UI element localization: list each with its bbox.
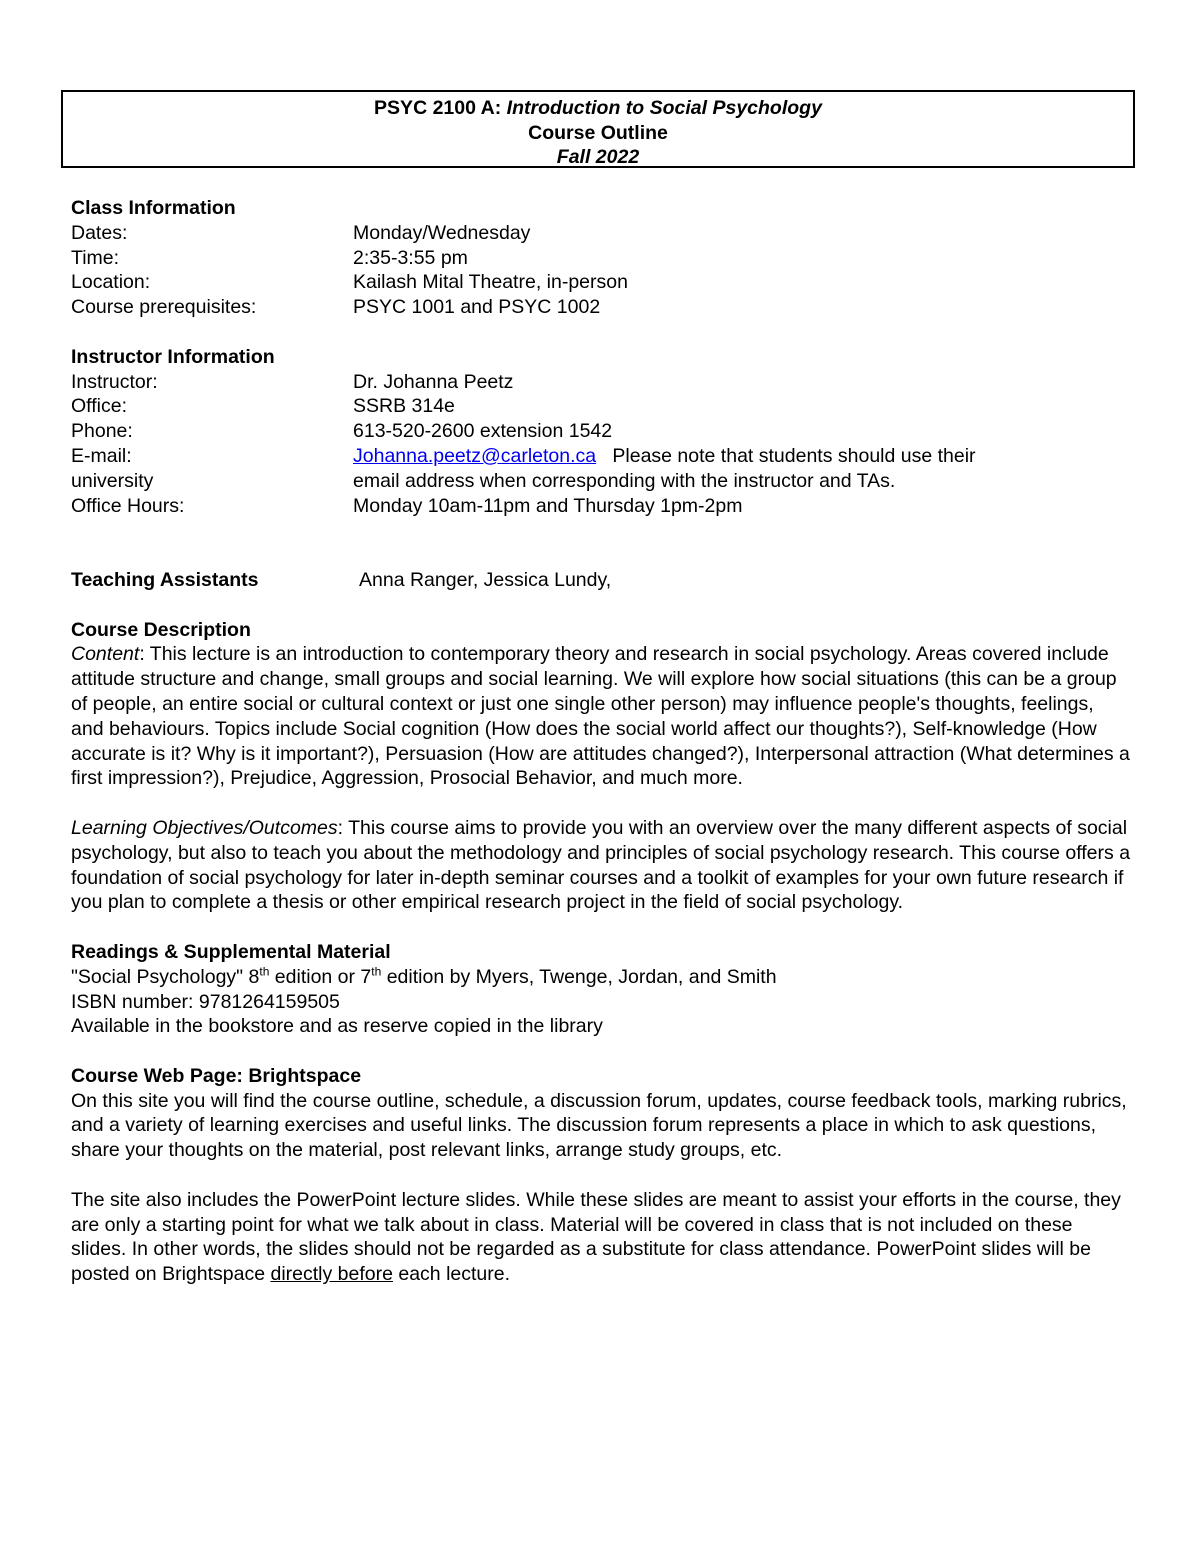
course-title: Introduction to Social Psychology bbox=[506, 97, 822, 119]
instructor-label: Instructor: bbox=[71, 370, 158, 393]
row-value: Kailash Mital Theatre, in-person bbox=[353, 271, 628, 294]
row-label: Course prerequisites: bbox=[71, 296, 257, 319]
course-code: PSYC 2100 A bbox=[374, 97, 495, 119]
course-title-line: PSYC 2100 A: Introduction to Social Psychology bbox=[374, 97, 822, 119]
outline-subtitle: Course Outline bbox=[528, 121, 668, 144]
web-page-heading: Course Web Page: Brightspace bbox=[71, 1064, 362, 1087]
phone-value: 613-520-2600 extension 1542 bbox=[353, 420, 613, 443]
content-paragraph bbox=[71, 642, 1131, 791]
university-label: university bbox=[71, 469, 154, 492]
office-label: Office: bbox=[71, 395, 127, 418]
instructor-row bbox=[71, 370, 1131, 395]
course-description-heading: Course Description bbox=[71, 618, 251, 641]
teaching-assistants-value: Anna Ranger, Jessica Lundy, bbox=[359, 568, 612, 591]
instructor-value: Dr. Johanna Peetz bbox=[353, 370, 514, 393]
class-info-row bbox=[71, 246, 1131, 271]
email-label: E-mail: bbox=[71, 444, 132, 467]
phone-row bbox=[71, 419, 1131, 444]
class-info-heading: Class Information bbox=[71, 197, 236, 219]
content-text: : This lecture is an introduction to contemporary theory and research in social psychology. Areas covered include attitude structure and change, small groups and social learning. We will explore how social situations (this can be a group of people, an entire social or cultural context or just one single other person) may influence people's thoughts, feelings, and behaviours. Topics include Social cognition (How does the social world affect our thoughts?), Self-knowledge (How accurate is it? Why is it important?), Persuasion (How are attitudes changed?), Interpersonal attraction (What determines a first impression?), Prejudice, Aggression, Prosocial Behavior, and much more. bbox=[71, 643, 1130, 790]
office-value: SSRB 314e bbox=[353, 395, 455, 418]
availability-line: Available in the bookstore and as reserve copied in the library bbox=[71, 1015, 603, 1038]
document-body bbox=[71, 196, 1131, 1287]
row-value: Monday/Wednesday bbox=[353, 221, 531, 244]
term: Fall 2022 bbox=[556, 146, 640, 168]
office-hours-value: Monday 10am-11pm and Thursday 1pm-2pm bbox=[353, 494, 743, 517]
readings-heading: Readings & Supplemental Material bbox=[71, 940, 391, 963]
email-note-row bbox=[71, 469, 1131, 494]
content-label: Content bbox=[71, 643, 140, 666]
row-label: Dates: bbox=[71, 221, 128, 244]
web-page-paragraph-2: The site also includes the PowerPoint lecture slides. While these slides are meant to assist your efforts in the course, they are only a starting point for what we talk about in class. Material will be covered in class that is not included on these slides. In other words, the slides should not be regarded as a substitute for class attendance. PowerPoint slides will be posted on Brightspace directly before each lecture. bbox=[71, 1188, 1121, 1286]
row-label: Location: bbox=[71, 271, 151, 294]
objectives-paragraph bbox=[71, 816, 1131, 915]
directly-before-underlined: directly before bbox=[270, 1263, 393, 1286]
row-label: Time: bbox=[71, 246, 120, 269]
class-info-row bbox=[71, 295, 1131, 320]
phone-label: Phone: bbox=[71, 420, 133, 443]
textbook-line: "Social Psychology" 8th edition or 7th edition by Myers, Twenge, Jordan, and Smith bbox=[71, 964, 777, 988]
isbn-line: ISBN number: 9781264159505 bbox=[71, 990, 340, 1013]
office-hours-row bbox=[71, 494, 1131, 519]
email-row bbox=[71, 444, 1131, 469]
class-info-row bbox=[71, 270, 1131, 295]
email-link[interactable]: Johanna.peetz@carleton.ca bbox=[353, 444, 597, 467]
title-box bbox=[61, 90, 1135, 168]
row-value: 2:35-3:55 pm bbox=[353, 246, 468, 269]
objectives-label: Learning Objectives/Outcomes bbox=[71, 816, 338, 839]
objectives-text: : This course aims to provide you with an overview over the many different aspects of social psychology, but also to teach you about the methodology and principles of social psychology research. This course offers a foundation of social psychology for later in-depth seminar courses and a toolkit of examples for your own future research if you plan to complete a thesis or other empirical research project in the field of social psychology. bbox=[71, 816, 1131, 914]
class-info-row bbox=[71, 221, 1131, 246]
email-note: Please note that students should use their bbox=[612, 444, 976, 467]
web-page-paragraph-1: On this site you will find the course outline, schedule, a discussion forum, updates, course feedback tools, marking rubrics, and a variety of learning exercises and useful links. The discussion forum represents a place in which to ask questions, share your thoughts on the material, post relevant links, arrange study groups, etc. bbox=[71, 1089, 1127, 1162]
office-hours-label: Office Hours: bbox=[71, 494, 185, 517]
office-row bbox=[71, 394, 1131, 419]
row-value: PSYC 1001 and PSYC 1002 bbox=[353, 296, 601, 319]
teaching-assistants-heading: Teaching Assistants bbox=[71, 568, 259, 591]
email-note-continued: email address when corresponding with the instructor and TAs. bbox=[353, 469, 896, 492]
instructor-info-heading: Instructor Information bbox=[71, 345, 275, 368]
teaching-assistants-row bbox=[71, 568, 1131, 593]
